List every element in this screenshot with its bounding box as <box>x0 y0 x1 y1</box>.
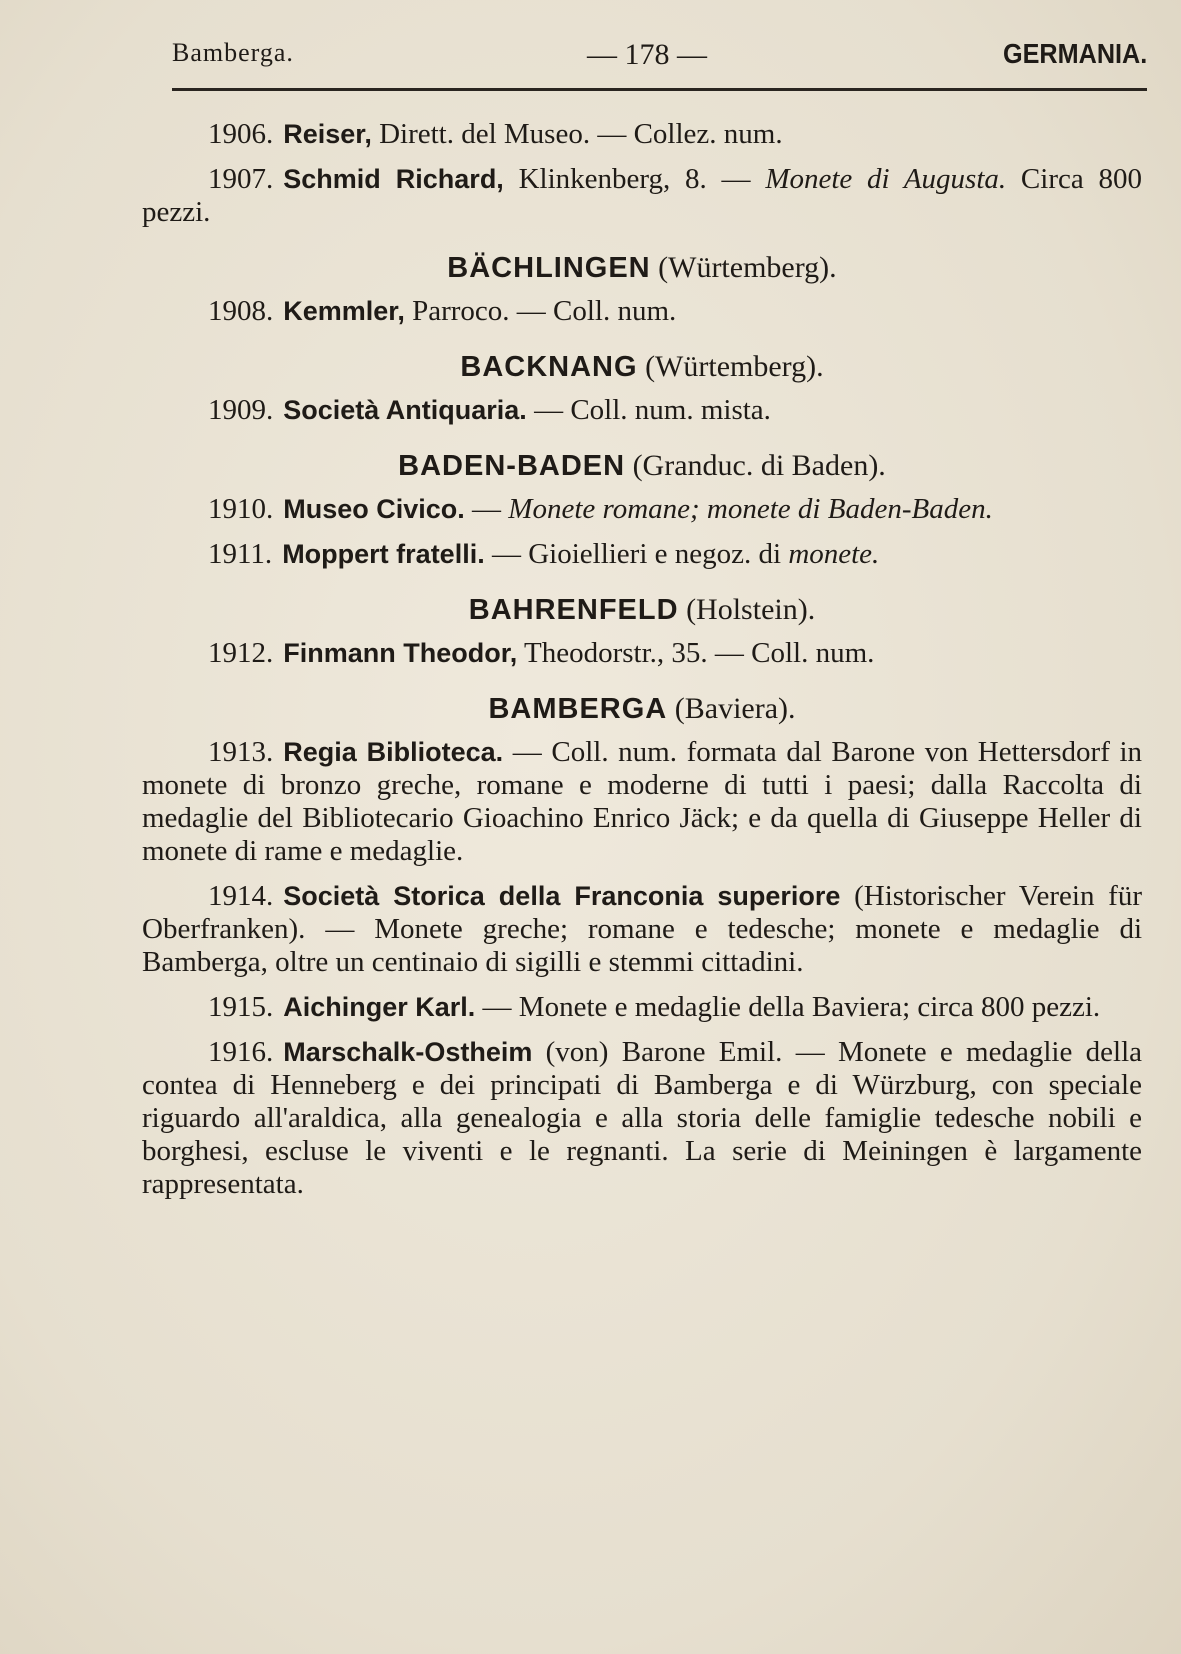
place-heading <box>142 593 1142 627</box>
entry-1916 <box>142 1036 1142 1201</box>
entry-1910 <box>142 493 1142 526</box>
entry-1906 <box>142 118 1142 151</box>
collector-name: Marschalk-Ostheim <box>283 1037 533 1067</box>
collector-name: Kemmler, <box>283 296 405 326</box>
place-region: (Granduc. di Baden). <box>632 449 886 482</box>
entry-italic: Monete romane; monete di Baden-Baden. <box>508 493 993 525</box>
entry-italic: monete. <box>788 538 880 570</box>
entry-text: — <box>472 493 502 525</box>
entry-text: Parroco. — Coll. num. <box>412 295 677 327</box>
entry-text: — Coll. num. formata dal Barone von Hettersdorf in monete di bronzo greche, romane e moderne di tutti i paesi; dalla Raccolta di medaglie del Bibliotecario Gioachino Enrico Jäck; e da quella di Giuseppe Heller di monete di rame e medaglie. <box>142 736 1143 867</box>
collector-name: Società Storica della Franconia superiore <box>283 881 841 911</box>
entry-text: — Coll. num. mista. <box>534 394 771 426</box>
entry-italic: Monete di Augusta. <box>765 163 1007 195</box>
entry-tail: Circa 800 pezzi. <box>142 163 1142 228</box>
entry-text: (Historischer Verein für Oberfranken). — Monete greche; romane e tedesche; monete e medaglie di Bamberga, oltre un centinaio di sigilli e stemmi cittadini. <box>142 880 1142 978</box>
place-heading <box>142 692 1142 726</box>
place-region: (Würtemberg). <box>645 350 824 383</box>
catalog-content <box>142 118 1142 1213</box>
place-heading <box>142 449 1142 483</box>
page-header <box>172 34 1147 74</box>
entry-1909 <box>142 394 1142 427</box>
place-name: BACKNANG <box>460 351 638 383</box>
entry-1913 <box>142 736 1142 868</box>
entry-1911 <box>142 538 1142 571</box>
place-region: (Holstein). <box>686 593 816 626</box>
place-heading <box>142 251 1142 285</box>
entry-number: 1916. <box>208 1036 274 1068</box>
entry-number: 1912. <box>208 637 274 669</box>
entry-text: (von) Barone Emil. — Monete e medaglie della contea di Henneberg e dei principati di Bamberga e di Würzburg, con speciale riguardo all'araldica, alla genealogia e alla storia delle famiglie tedesche nobili e borghesi, escluse le viventi e le regnanti. La serie di Meiningen è largamente rappresentata. <box>142 1036 1142 1200</box>
place-region: (Würtemberg). <box>658 251 837 284</box>
collector-name: Museo Civico. <box>283 494 465 524</box>
entry-number: 1910. <box>208 493 274 525</box>
entry-number: 1915. <box>208 991 274 1023</box>
entry-text: — Gioiellieri e negoz. di <box>491 538 782 570</box>
collector-name: Società Antiquaria. <box>283 395 527 425</box>
collector-name: Aichinger Karl. <box>283 992 476 1022</box>
entry-text: Klinkenberg, 8. — <box>518 163 751 195</box>
entry-number: 1906. <box>208 118 274 150</box>
place-name: BÄCHLINGEN <box>447 252 651 284</box>
entry-number: 1907. <box>208 163 274 195</box>
entry-1912 <box>142 637 1142 670</box>
entry-number: 1908. <box>208 295 274 327</box>
entry-number: 1913. <box>208 736 274 768</box>
place-region: (Baviera). <box>674 692 796 725</box>
header-rule <box>172 88 1147 91</box>
place-name: BAMBERGA <box>488 693 668 725</box>
collector-name: Reiser, <box>283 119 372 149</box>
entry-1907 <box>142 163 1142 229</box>
entry-1914 <box>142 880 1142 979</box>
entry-1915 <box>142 991 1142 1024</box>
entry-text: — Monete e medaglie della Baviera; circa 800 pezzi. <box>482 991 1101 1023</box>
collector-name: Finmann Theodor, <box>283 638 518 668</box>
country-heading: GERMANIA. <box>1002 38 1147 69</box>
entry-number: 1914. <box>208 880 274 912</box>
collector-name: Schmid Richard, <box>283 164 504 194</box>
place-heading <box>142 350 1142 384</box>
entry-number: 1909. <box>208 394 274 426</box>
entry-text: Dirett. del Museo. — Collez. num. <box>379 118 783 150</box>
entry-number: 1911. <box>208 538 273 570</box>
page-number: — 178 — <box>587 38 707 71</box>
place-name: BADEN-BADEN <box>398 450 626 482</box>
collector-name: Moppert fratelli. <box>282 539 485 569</box>
entry-text: Theodorstr., 35. — Coll. num. <box>523 637 875 669</box>
place-name: BAHRENFELD <box>468 594 679 626</box>
running-head: Bamberga. <box>172 38 294 67</box>
entry-1908 <box>142 295 1142 328</box>
collector-name: Regia Biblioteca. <box>283 737 504 767</box>
